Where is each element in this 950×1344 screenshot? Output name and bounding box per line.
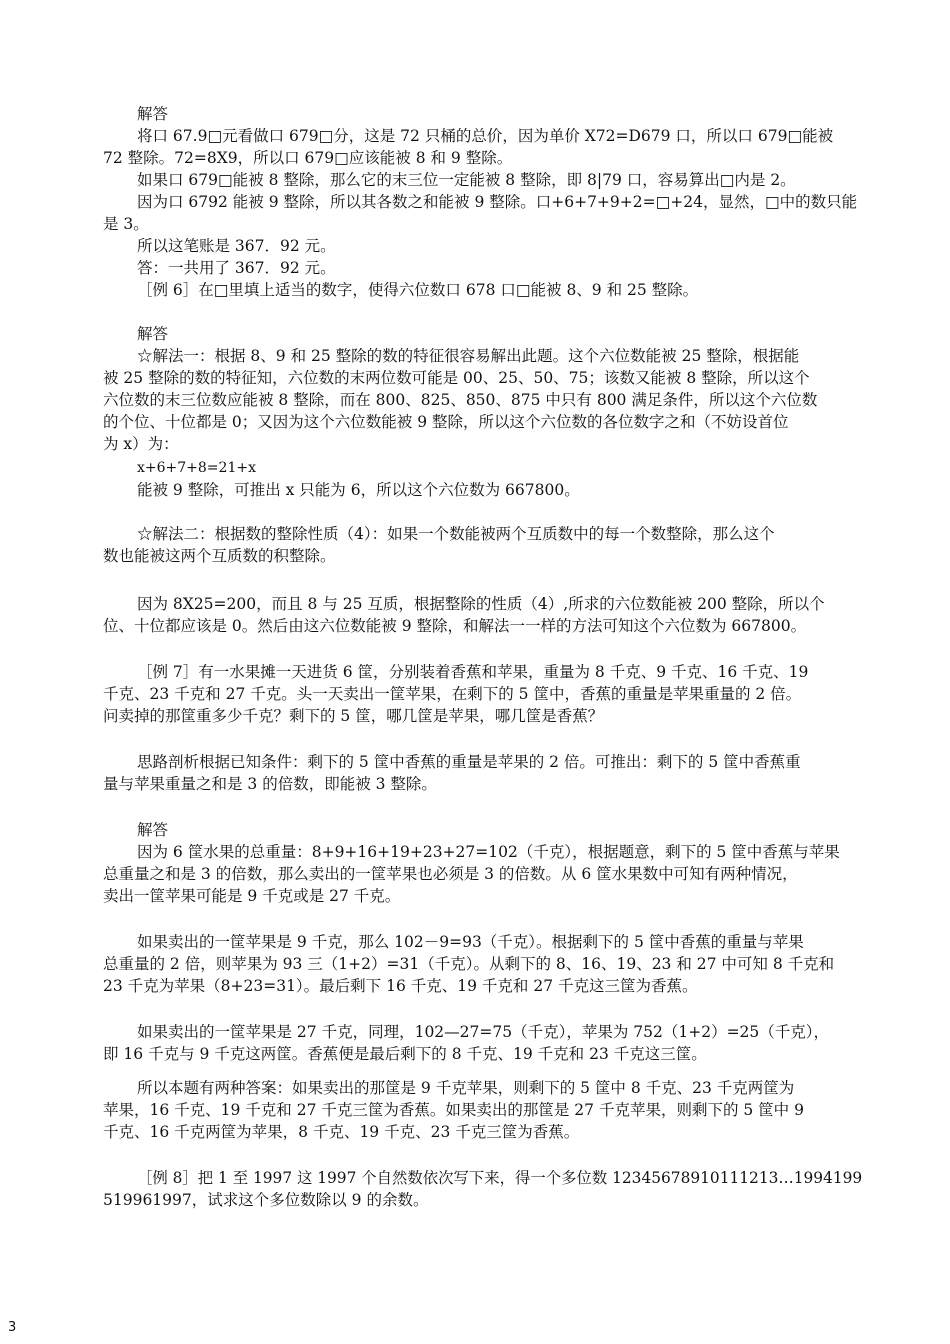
text-line: 总重量之和是 3 的倍数，那么卖出的一筐苹果也必须是 3 的倍数。从 6 筐水果数中可知有两种情况， [103, 865, 798, 883]
text-line: 总重量的 2 倍，则苹果为 93 三（1+2）=31（千克）。从剩下的 8、16、19、23 和 27 中可知 8 千克和 [103, 955, 835, 973]
formula-line: x+6+7+8=21+x [137, 460, 256, 476]
text-line: 千克、16 千克两筐为苹果，8 千克、19 千克、23 千克三筐为香蕉。 [103, 1123, 580, 1141]
answer-line: 答：一共用了 367．92 元。 [137, 259, 336, 277]
answer-heading: 解答 [137, 105, 169, 123]
text-line: 即 16 千克与 9 千克这两筐。香蕉便是最后剩下的 8 千克、19 千克和 23 千克这三筐。 [103, 1045, 707, 1063]
text-line: 能被 9 整除，可推出 x 只能为 6，所以这个六位数为 667800。 [137, 481, 580, 499]
text-line: 如果卖出的一筐苹果是 27 千克，同理，102—27=75（千克），苹果为 752（1+2）=25（千克）， [137, 1023, 830, 1041]
page-number: 3 [8, 1320, 17, 1335]
answer-heading: 解答 [137, 821, 169, 839]
text-line: 卖出一筐苹果可能是 9 千克或是 27 千克。 [103, 887, 401, 905]
answer-heading: 解答 [137, 325, 169, 343]
text-line: 因为 6 筐水果的总重量：8+9+16+19+23+27=102（千克），根据题意，剩下的 5 筐中香蕉与苹果 [137, 843, 840, 861]
text-line: 思路剖析根据已知条件：剩下的 5 筐中香蕉的重量是苹果的 2 倍。可推出：剩下的 5 筐中香蕉重 [137, 753, 801, 771]
text-line: 为 x）为： [103, 435, 179, 453]
text-line: 72 整除。72=8X9，所以口 679□应该能被 8 和 9 整除。 [103, 149, 513, 167]
text-line: 千克、23 千克和 27 千克。头一天卖出一筐苹果，在剩下的 5 筐中，香蕉的重量是苹果重量的 2 倍。 [103, 685, 802, 703]
text-line: 23 千克为苹果（8+23=31）。最后剩下 16 千克、19 千克和 27 千克这三筐为香蕉。 [103, 977, 698, 995]
text-line: 的个位、十位都是 0；又因为这个六位数能被 9 整除，所以这个六位数的各位数字之和（不妨设首位 [103, 413, 789, 431]
text-line: 因为 8X25=200，而且 8 与 25 互质，根据整除的性质（4）,所求的六位数能被 200 整除，所以个 [137, 595, 825, 613]
text-line: 因为口 6792 能被 9 整除，所以其各数之和能被 9 整除。口+6+7+9+2=□+24，显然，□中的数只能 [137, 193, 858, 211]
text-line: 所以本题有两种答案：如果卖出的那筐是 9 千克苹果，则剩下的 5 筐中 8 千克、23 千克两筐为 [137, 1079, 795, 1097]
text-line: 是 3。 [103, 215, 149, 233]
text-line: 问卖掉的那筐重多少千克？剩下的 5 筐，哪几筐是苹果，哪几筐是香蕉？ [103, 707, 604, 725]
text-line: 量与苹果重量之和是 3 的倍数，即能被 3 整除。 [103, 775, 437, 793]
text-line: ☆解法一：根据 8、9 和 25 整除的数的特征很容易解出此题。这个六位数能被 25 整除，根据能 [137, 347, 800, 365]
text-line: 位、十位都应该是 0。然后由这六位数能被 9 整除，和解法一一样的方法可知这个六位数为 667800。 [103, 617, 807, 635]
text-line: 如果卖出的一筐苹果是 9 千克，那么 102－9=93（千克）。根据剩下的 5 筐中香蕉的重量与苹果 [137, 933, 804, 951]
text-line: 苹果，16 千克、19 千克和 27 千克三筐为香蕉。如果卖出的那筐是 27 千克苹果，则剩下的 5 筐中 9 [103, 1101, 804, 1119]
text-line: 519961997，试求这个多位数除以 9 的余数。 [103, 1191, 429, 1209]
example-heading: ［例 7］有一水果摊一天进货 6 筐，分别装着香蕉和苹果，重量为 8 千克、9 千克、16 千克、19 [137, 663, 809, 681]
text-line: ☆解法二：根据数的整除性质（4）：如果一个数能被两个互质数中的每一个数整除，那么这个 [137, 525, 775, 543]
text-line: 所以这笔账是 367．92 元。 [137, 237, 336, 255]
text-line: 被 25 整除的数的特征知，六位数的末两位数可能是 00、25、50、75；该数又能被 8 整除，所以这个 [103, 369, 810, 387]
text-line: 将口 67.9□元看做口 679□分，这是 72 只桶的总价，因为单价 X72=D679 口，所以口 679□能被 [137, 127, 834, 145]
example-heading: ［例 6］在□里填上适当的数字，使得六位数口 678 口□能被 8、9 和 25 整除。 [137, 281, 699, 299]
text-line: 如果口 679□能被 8 整除，那么它的末三位一定能被 8 整除，即 8|79 口，容易算出□内是 2。 [137, 171, 796, 189]
text-line: 数也能被这两个互质数的积整除。 [103, 547, 336, 565]
example-heading: ［例 8］把 1 至 1997 这 1997 个自然数依次写下来，得一个多位数 12345678910111213…1994199 [137, 1169, 863, 1187]
text-line: 六位数的末三位数应能被 8 整除，而在 800、825、850、875 中只有 800 满足条件，所以这个六位数 [103, 391, 818, 409]
